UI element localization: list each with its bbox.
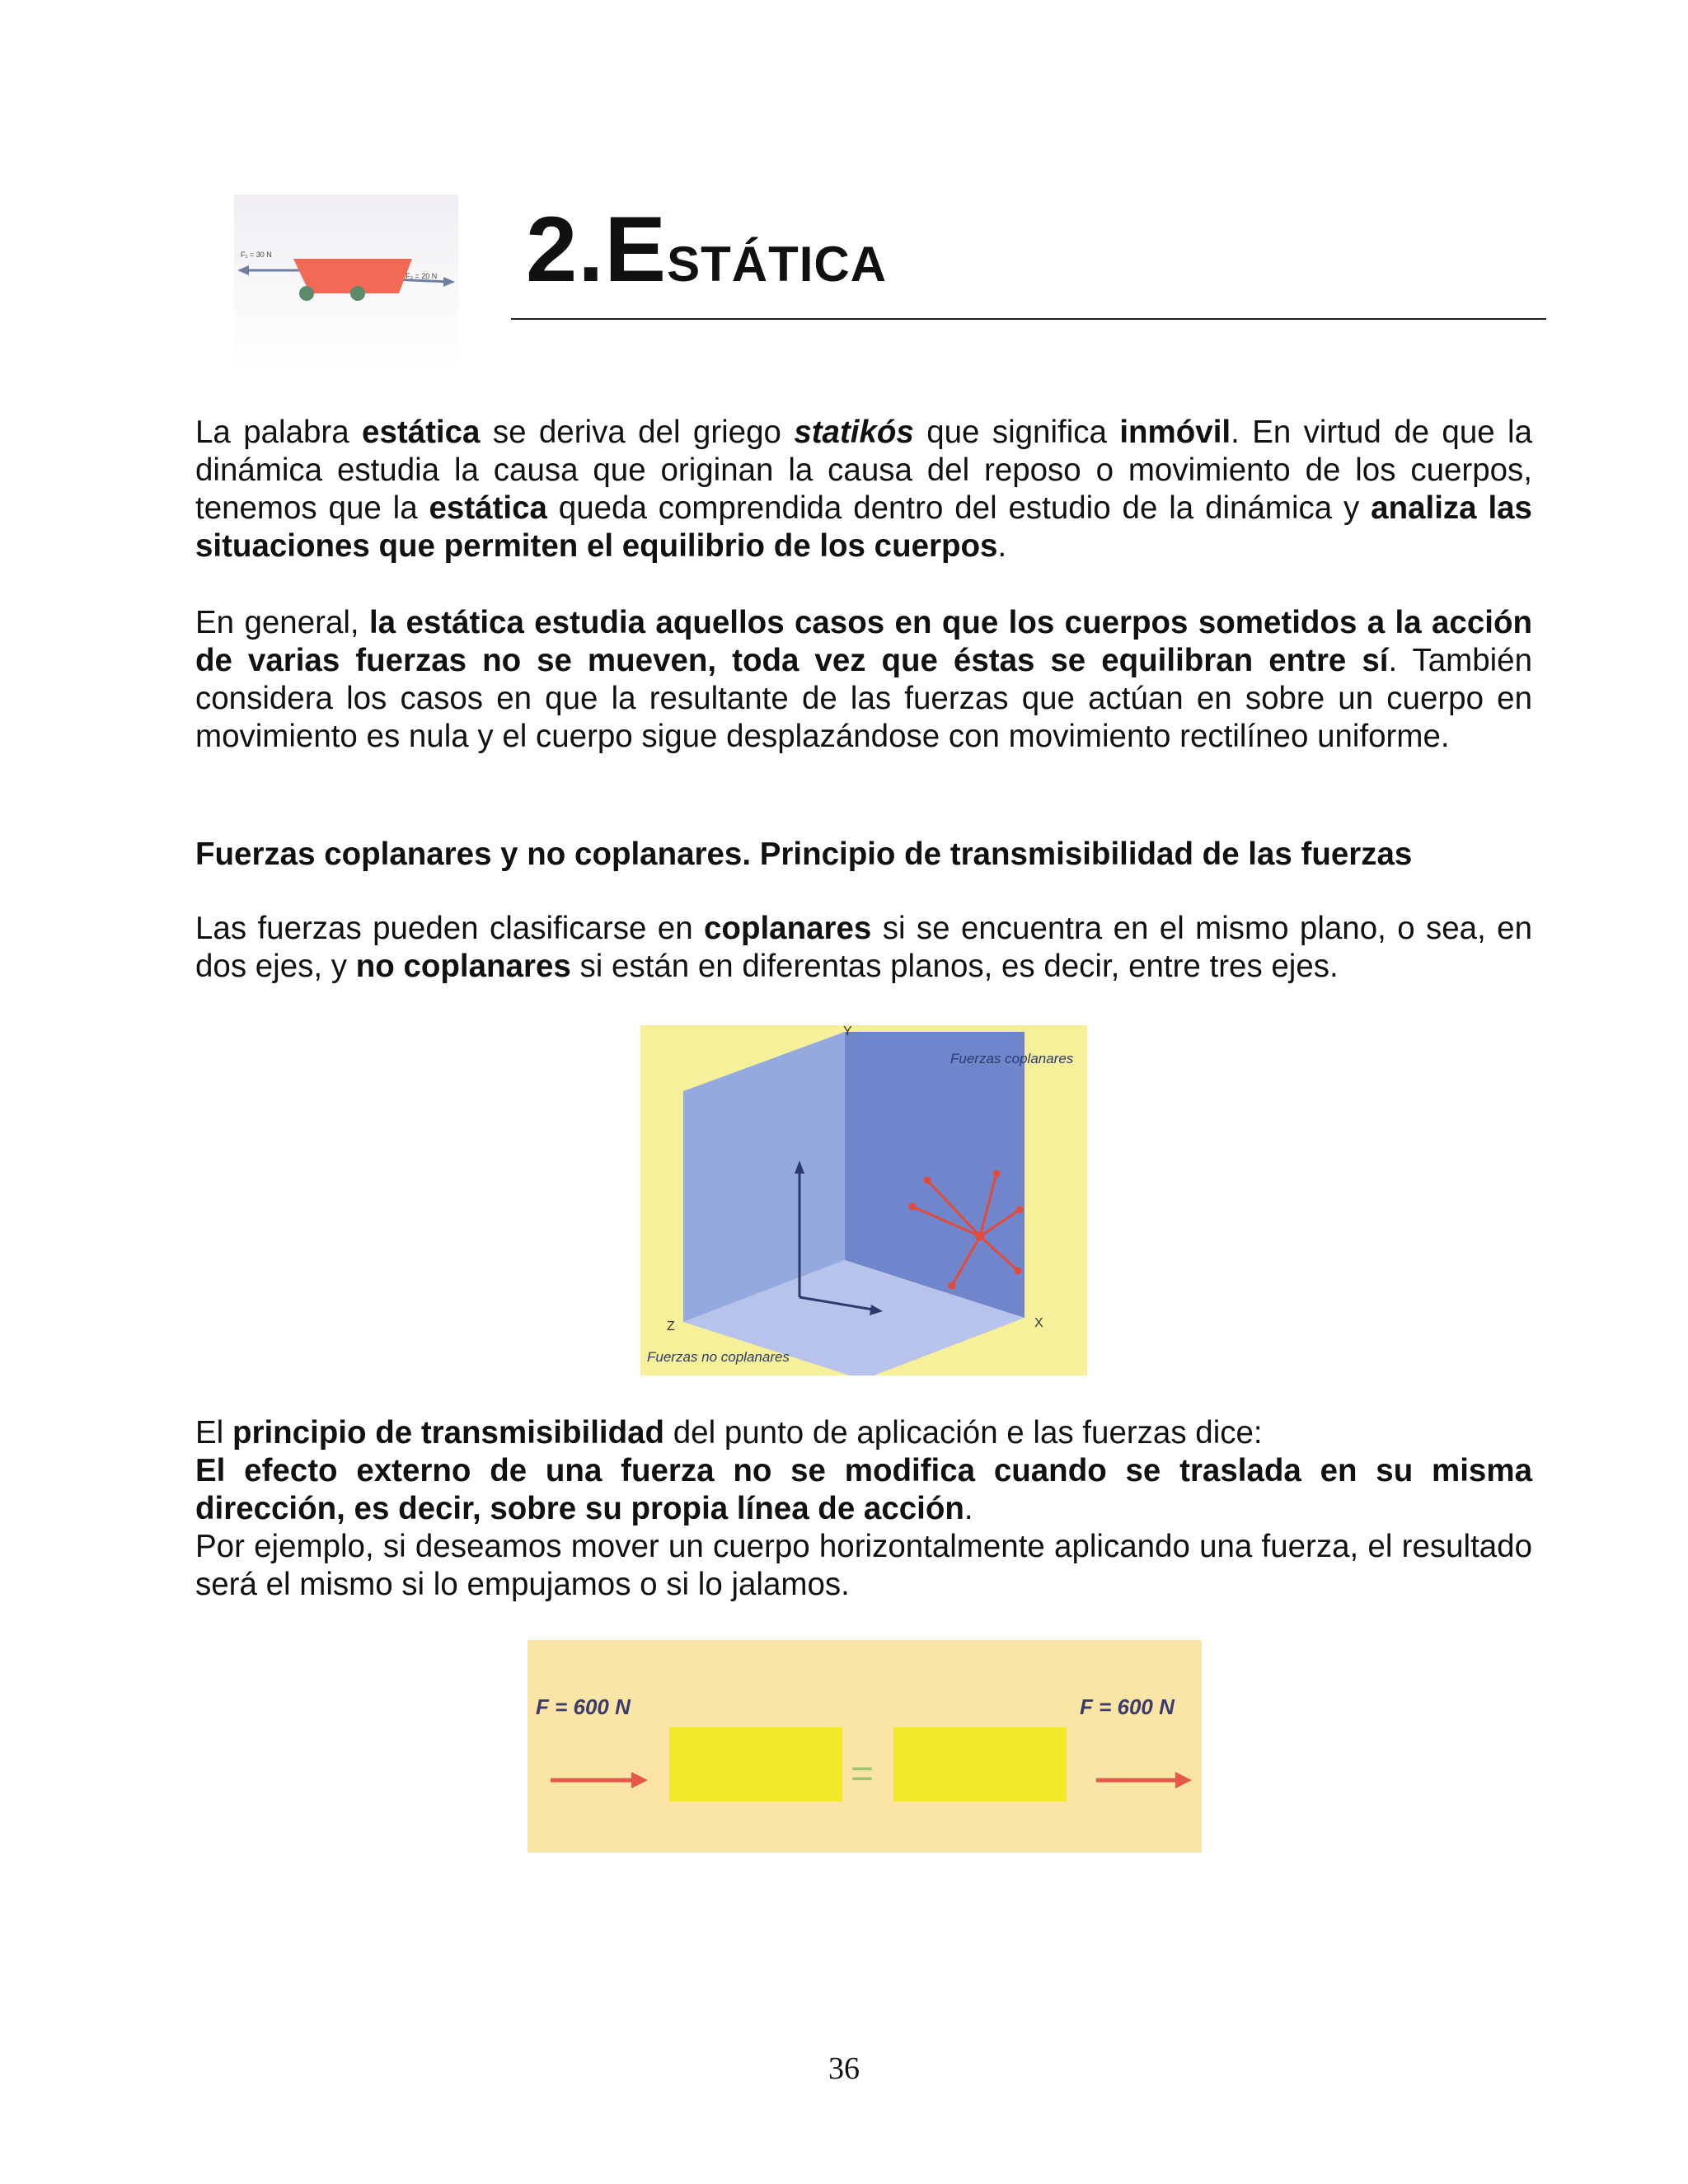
axis-x-label: X xyxy=(1034,1316,1043,1330)
chapter-title-initial: E xyxy=(604,198,668,301)
transmisibility-figure xyxy=(528,1640,1202,1853)
chapter-title xyxy=(526,196,887,302)
cart-wheel xyxy=(350,286,365,301)
paragraph-coplanar: Las fuerzas pueden clasificarse en coplanares si se encuentra en el mismo plano, o sea, en dos ejes, y no coplanares si están en diferentas planos, es decir, entre tres ejes. xyxy=(195,911,1532,984)
chapter-title-rest: STÁTICA xyxy=(667,237,888,292)
section-heading: Fuerzas coplanares y no coplanares. Principio de transmisibilidad de las fuerzas xyxy=(195,837,1413,872)
axis-y-label: Y xyxy=(843,1025,852,1038)
page-number: 36 xyxy=(828,2051,860,2086)
force-label-left: F = 600 N xyxy=(536,1694,631,1719)
chapter-number: 2. xyxy=(526,198,605,301)
thumb-label-right: F₂ = 20 N xyxy=(406,272,438,280)
cart-forces-thumbnail xyxy=(234,194,458,369)
force-label-right: F = 600 N xyxy=(1080,1694,1175,1719)
coplanar-forces-figure xyxy=(640,1025,1087,1376)
paragraph-transmisibility: El principio de transmisibilidad del punto de aplicación e las fuerzas dice: El efecto externo de una fuerza no se modifica cuando se traslada en su misma dirección, es decir, sobre su propia línea de acción. Por ejemplo, si deseamos mover un cuerpo horizontalmente aplicando una fuerza, el resultado será el mismo si lo empujamos o si lo jalamos. xyxy=(195,1415,1532,1602)
axis-z-label: Z xyxy=(667,1319,675,1333)
block-right xyxy=(893,1727,1067,1802)
paragraph-general: En general, la estática estudia aquellos casos en que los cuerpos sometidos a la acción de varias fuerzas no se mueven, toda vez que éstas se equilibran entre sí. También considera los casos en que la resultante de las fuerzas que actúan en sobre un cuerpo en movimiento es nula y el cuerpo sigue desplazándose con movimiento rectilíneo uniforme. xyxy=(195,605,1532,754)
thumb-label-left: F₁ = 30 N xyxy=(241,251,272,259)
block-left xyxy=(669,1727,842,1802)
paragraph-intro: La palabra estática se deriva del griego statikós que significa inmóvil. En virtud de que la dinámica estudia la causa que originan la causa del reposo o movimiento de los cuerpos, tenemos que la estática queda comprendida dentro del estudio de la dinámica y analiza las situaciones que permiten el equilibrio de los cuerpos. xyxy=(195,415,1533,564)
equals-sign: = xyxy=(851,1752,874,1796)
cart-wheel xyxy=(299,286,314,301)
label-noncoplanar: Fuerzas no coplanares xyxy=(647,1349,790,1365)
title-rule xyxy=(511,318,1546,320)
label-coplanar: Fuerzas coplanares xyxy=(950,1051,1074,1066)
